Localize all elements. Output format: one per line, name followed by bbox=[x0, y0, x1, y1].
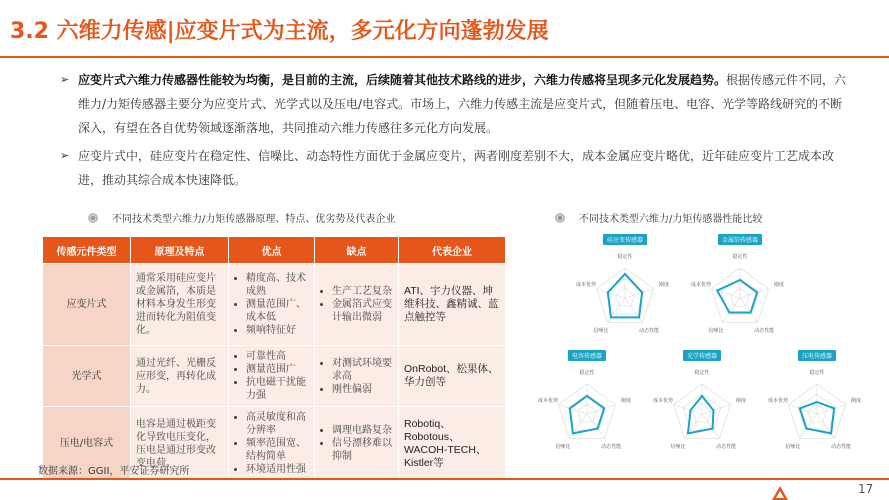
cons-item: • 信号漂移难以抑制 bbox=[332, 437, 393, 463]
principle-cell: 通常采用硅应变片或金属箔，本质是材料本身发生形变进而转化为阻值变化。 bbox=[131, 264, 229, 346]
table-header-cell: 优点 bbox=[229, 237, 315, 264]
radar-axis-label: 动态性能 bbox=[831, 444, 852, 451]
cons-item: • 对测试环境要求高 bbox=[332, 357, 393, 383]
target-icon bbox=[88, 213, 98, 223]
type-cell: 光学式 bbox=[43, 346, 131, 407]
type-cell: 应变片式 bbox=[43, 264, 131, 346]
pros-item: • 频率范围宽、结构简单 bbox=[246, 437, 309, 463]
radar-chart-grid bbox=[520, 232, 885, 464]
radar-axis-label: 刚度 bbox=[735, 398, 746, 405]
radar-series-label: 压电传感器 bbox=[798, 350, 836, 361]
logo-icon bbox=[772, 486, 788, 500]
cons-item: • 金属箔式应变计输出微弱 bbox=[332, 298, 393, 324]
radar-axis-label: 稳定性 bbox=[694, 370, 710, 376]
radar-axis-label: 信噪比 bbox=[593, 328, 609, 335]
radar-axis-label: 信噪比 bbox=[708, 328, 724, 335]
table-row bbox=[43, 346, 506, 407]
bullet-text: 根据传感元件不同，六维力/力矩传感器主要分为应变片式、光学式以及压电/电容式。市场上，六维力传感主流是应变片式，但随着压电、电容、光学等路线研究的不断深入，有望在各自优势领域逐渐落地，共同推动六维力传感往多元化方向发展。 bbox=[78, 73, 847, 135]
radar-series-label: 金属箔传感器 bbox=[718, 234, 762, 245]
radar-series-polygon bbox=[717, 280, 757, 313]
radar-axis-label: 刚度 bbox=[620, 398, 631, 405]
comparison-table bbox=[42, 236, 506, 481]
radar-chart bbox=[685, 234, 795, 348]
radar-series-label: 光学传感器 bbox=[683, 350, 721, 361]
radar-axis-label: 成本优势 bbox=[767, 398, 788, 405]
chart-title bbox=[555, 210, 762, 225]
radar-chart bbox=[532, 350, 642, 464]
radar-axis-label: 信噪比 bbox=[555, 444, 571, 451]
radar-axis-line bbox=[673, 405, 702, 414]
table-header-cell: 原理及特点 bbox=[131, 237, 229, 264]
radar-axis-label: 刚度 bbox=[773, 282, 784, 289]
radar-axis-label: 稳定性 bbox=[579, 370, 595, 376]
type-cell: 压电/电容式 bbox=[43, 407, 131, 481]
radar-axis-line bbox=[684, 414, 702, 438]
pros-cell bbox=[229, 407, 315, 481]
radar-axis-label: 成本优势 bbox=[690, 282, 711, 289]
principle-cell: 通过光纤、光栅反应形变，再转化成力。 bbox=[131, 346, 229, 407]
radar-axis-label: 成本优势 bbox=[652, 398, 673, 405]
companies-cell: OnRobot、松果体、华力创等 bbox=[399, 346, 506, 407]
arrow-bullet-icon: ➢ bbox=[60, 73, 70, 86]
radar-axis-label: 动态性能 bbox=[639, 328, 660, 335]
radar-axis-label: 成本优势 bbox=[575, 282, 596, 289]
cons-item: • 调理电路复杂 bbox=[332, 424, 393, 437]
companies-cell: ATI、宇力仪器、坤维科技、鑫精诚、蓝点触控等 bbox=[399, 264, 506, 346]
table-header-cell: 缺点 bbox=[315, 237, 399, 264]
footer-divider bbox=[0, 478, 889, 480]
bullet-item bbox=[60, 68, 850, 140]
cons-item: • 刚性偏弱 bbox=[332, 383, 393, 396]
pros-item: • 测量范围广、成本低 bbox=[246, 298, 309, 324]
principle-cell: 电容是通过极距变化导致电压变化，压电是通过形变改变电荷。 bbox=[131, 407, 229, 481]
radar-axis-line bbox=[702, 405, 731, 414]
page-number: 17 bbox=[858, 482, 874, 496]
bullet-text: 应变片式中，硅应变片在稳定性、信噪比、动态特性方面优于金属应变片，两者刚度差别不大，成本金属应变片略优，近年硅应变片工艺成本改进，推动其综合成本快速降低。 bbox=[78, 149, 835, 187]
radar-axis-label: 成本优势 bbox=[537, 398, 558, 405]
table-header-cell: 代表企业 bbox=[399, 237, 506, 264]
pros-item: • 可靠性高 bbox=[246, 350, 309, 363]
target-icon bbox=[555, 213, 565, 223]
pros-item: • 精度高、技术成熟 bbox=[246, 272, 309, 298]
cons-item: • 生产工艺复杂 bbox=[332, 285, 393, 298]
table-title-text: 不同技术类型六维力/力矩传感器原理、特点、优劣势及代表企业 bbox=[112, 214, 396, 225]
bullet-list bbox=[60, 68, 850, 196]
radar-chart bbox=[570, 234, 680, 348]
radar-axis-label: 动态性能 bbox=[754, 328, 775, 335]
arrow-bullet-icon: ➢ bbox=[60, 149, 70, 162]
source-note: 数据来源：GGII，平安证券研究所 bbox=[38, 466, 190, 477]
page-title: 3.2 六维力传感|应变片式为主流，多元化方向蓬勃发展 bbox=[10, 19, 549, 44]
cons-cell bbox=[315, 346, 399, 407]
pros-item: • 频响特征好 bbox=[246, 324, 309, 337]
radar-axis-label: 稳定性 bbox=[732, 254, 748, 260]
radar-axis-line bbox=[711, 289, 740, 298]
radar-axis-label: 信噪比 bbox=[670, 444, 686, 451]
radar-axis-label: 动态性能 bbox=[716, 444, 737, 451]
radar-series-label: 硅应变传感器 bbox=[603, 234, 647, 245]
radar-axis-line bbox=[817, 405, 846, 414]
radar-axis-line bbox=[788, 405, 817, 414]
chart-title-text: 不同技术类型六维力/力矩传感器性能比较 bbox=[579, 214, 763, 225]
pros-item: • 抗电磁干扰能力强 bbox=[246, 376, 309, 402]
radar-axis-label: 稳定性 bbox=[617, 254, 633, 260]
bullet-item bbox=[60, 144, 850, 192]
companies-cell: Robotiq、Robotous、WACOH-TECH、Kistler等 bbox=[399, 407, 506, 481]
table-header-row bbox=[43, 237, 506, 264]
radar-chart bbox=[647, 350, 757, 464]
radar-axis-label: 刚度 bbox=[658, 282, 669, 289]
table-header-cell: 传感元件类型 bbox=[43, 237, 131, 264]
table-row bbox=[43, 264, 506, 346]
table-title bbox=[88, 210, 395, 225]
radar-axis-line bbox=[702, 414, 720, 438]
bullet-bold-text: 应变片式六维力传感器性能较为均衡，是目前的主流，后续随着其他技术路线的进步，六维力传感将呈现多元化发展趋势。 bbox=[78, 73, 727, 87]
radar-chart bbox=[762, 350, 872, 464]
title-divider bbox=[0, 56, 889, 58]
cons-cell bbox=[315, 407, 399, 481]
radar-axis-label: 动态性能 bbox=[601, 444, 622, 451]
radar-axis-line bbox=[722, 298, 740, 322]
pros-item: • 测量范围广 bbox=[246, 363, 309, 376]
radar-axis-label: 稳定性 bbox=[809, 370, 825, 376]
pros-item: • 环境适用性强 bbox=[246, 463, 309, 476]
radar-axis-label: 刚度 bbox=[850, 398, 861, 405]
radar-series-label: 电容传感器 bbox=[568, 350, 606, 361]
radar-axis-label: 信噪比 bbox=[785, 444, 801, 451]
cons-cell bbox=[315, 264, 399, 346]
pros-cell bbox=[229, 346, 315, 407]
pros-cell bbox=[229, 264, 315, 346]
header bbox=[0, 0, 889, 54]
pros-item: • 高灵敏度和高分辨率 bbox=[246, 411, 309, 437]
